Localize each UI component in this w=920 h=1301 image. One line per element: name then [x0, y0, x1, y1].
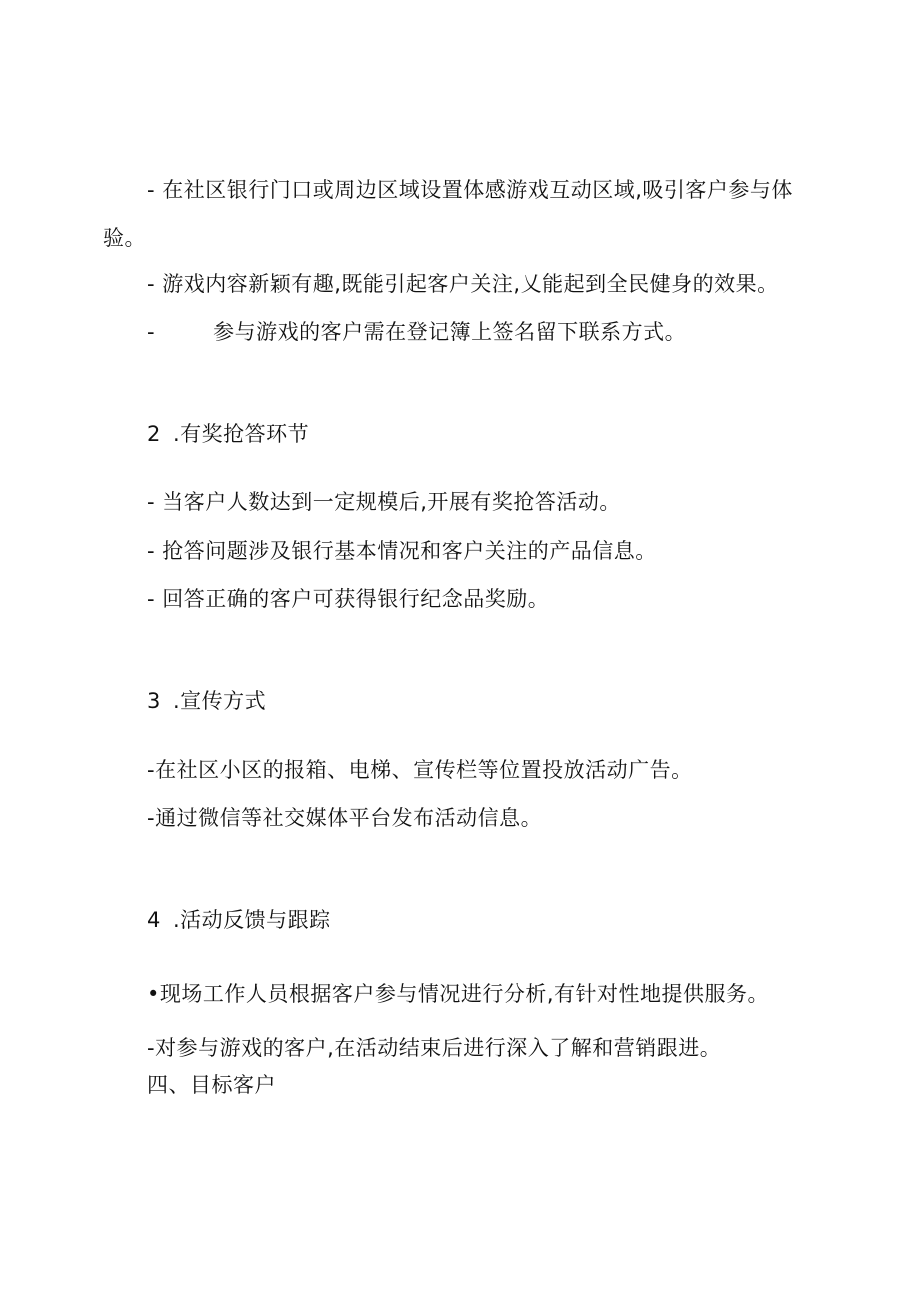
game-bullet-3	[147, 318, 686, 346]
game-bullet-2: - 游戏内容新颖有趣,既能引起客户关注,乂能起到全民健身的效果。	[147, 272, 779, 296]
promo-item-1: -在社区小区的报箱、电梯、宣传栏等位置投放活动广告。	[147, 758, 693, 782]
section-number: 2	[147, 422, 161, 446]
feedback-item-2: -对参与游戏的客户,在活动结束后进行深入了解和营销跟进。	[147, 1036, 722, 1060]
section-heading-quiz	[147, 420, 309, 448]
section-heading-promo	[147, 687, 266, 715]
game-bullet-1-line-2: 验。	[103, 226, 146, 250]
quiz-item-1: - 当客户人数达到一定规模后,开展有奖抢答活动。	[147, 490, 621, 514]
section-title: .宣传方式	[173, 689, 267, 713]
game-bullet-1-line-1: - 在社区银行门口或周边区域设置体感游戏互动区域,吸引客户参与体	[147, 178, 793, 202]
feedback-item-1: •现场工作人员根据客户参与情况进行分析,有针对性地提供服务。	[147, 982, 770, 1006]
promo-item-2: -通过微信等社交媒体平台发布活动信息。	[147, 806, 543, 830]
section-number: 4	[147, 908, 161, 932]
game-bullet-3-dash: -	[147, 320, 156, 344]
next-section-heading: 四、目标客户	[147, 1073, 276, 1097]
section-title: .活动反馈与跟踪	[173, 908, 331, 932]
game-bullet-3-text: 参与游戏的客户需在登记簿上签名留下联系方式。	[213, 320, 687, 344]
quiz-item-3: - 回答正确的客户可获得银行纪念品奖励。	[147, 587, 550, 611]
section-heading-feedback	[147, 906, 331, 934]
section-number: 3	[147, 689, 161, 713]
quiz-item-2: - 抢答问题涉及银行基本情况和客户关注的产品信息。	[147, 539, 657, 563]
section-title: .有奖抢答环节	[173, 422, 310, 446]
